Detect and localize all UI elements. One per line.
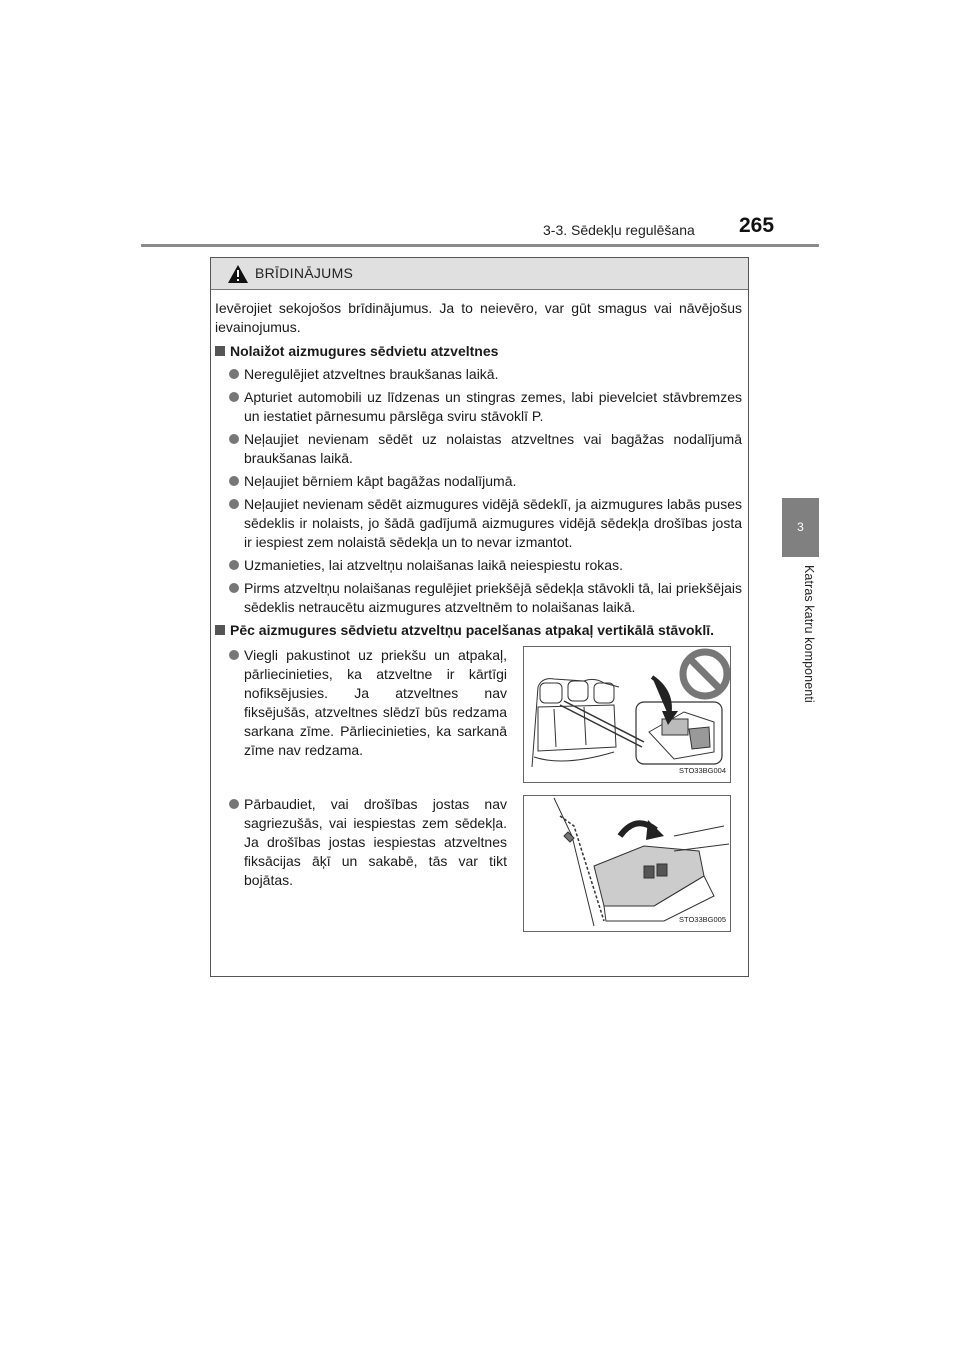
list-item: Viegli pakustinot uz priekšu un atpakaļ, pārliecinieties, ka atzveltne ir kārtīgi nofiksējusies. Ja atzveltnes nav fiksējušās, atzveltnes slēdzī būs redzama sarkana zīme. Pārliecinieties, ka sarkanā zīme nav redzama. (229, 646, 507, 760)
warning-triangle-icon (227, 264, 249, 289)
page-number: 265 (739, 214, 775, 237)
list-item: Pārbaudiet, vai drošības jostas nav sagriezušās, vai iespiestas zem sēdekļa. Ja drošības jostas iespiestas atzveltnes fiksācijas āķī un sakabē, tās var tikt bojātas. (229, 795, 507, 890)
figure-row (215, 646, 742, 783)
list-item: Uzmanieties, lai atzveltņu nolaišanas laikā neiespiestu rokas. (229, 556, 742, 575)
arrow-icon (646, 820, 664, 840)
list-item: Pirms atzveltņu nolaišanas regulējiet priekšējā sēdekļa stāvokli tā, lai priekšējais sēdeklis netraucētu aizmugures atzveltnēm to nolaišanas laikā. (229, 579, 742, 617)
belt-latch-illustration (523, 795, 731, 932)
warning-intro: Ievērojiet sekojošos brīdinājumus. Ja to neievēro, var gūt smagus vai nāvējošus ievainojumus. (215, 300, 742, 335)
round-bullet-icon (229, 499, 239, 509)
figure-code: STO33BG005 (679, 915, 726, 924)
section-heading: Pēc aizmugures sēdvietu atzveltņu pacelšanas atpakaļ vertikālā stāvoklī. (215, 621, 742, 640)
list-item: Neļaujiet bērniem kāpt bagāžas nodalījumā. (229, 472, 742, 491)
round-bullet-icon (229, 392, 239, 402)
warning-content (211, 299, 748, 932)
round-bullet-icon (229, 560, 239, 570)
round-bullet-icon (229, 369, 239, 379)
round-bullet-icon (229, 650, 239, 660)
square-bullet-icon (215, 346, 225, 356)
warning-header (211, 258, 748, 290)
header-divider (141, 244, 819, 247)
round-bullet-icon (229, 476, 239, 486)
warning-title: BRĪDINĀJUMS (255, 265, 354, 281)
section-title: 3-3. Sēdekļu regulēšana (543, 222, 695, 238)
chapter-tab: 3 (782, 498, 819, 557)
round-bullet-icon (229, 583, 239, 593)
figure-row (215, 795, 742, 932)
section-heading: Nolaižot aizmugures sēdvietu atzveltnes (215, 342, 742, 361)
round-bullet-icon (229, 434, 239, 444)
warning-box (210, 257, 749, 977)
square-bullet-icon (215, 625, 225, 635)
seat-lock-illustration (523, 646, 731, 783)
list-item: Neļaujiet nevienam sēdēt uz nolaistas atzveltnes vai bagāžas nodalījumā braukšanas laikā. (229, 430, 742, 468)
round-bullet-icon (229, 799, 239, 809)
list-item: Apturiet automobili uz līdzenas un stingras zemes, labi pievelciet stāvbremzes un iestatiet pārnesumu pārslēga sviru stāvoklī P. (229, 388, 742, 426)
list-item: Neregulējiet atzveltnes braukšanas laikā. (229, 365, 742, 384)
list-item: Neļaujiet nevienam sēdēt aizmugures vidējā sēdeklī, ja aizmugures labās puses sēdeklis ir nolaists, jo šādā gadījumā aizmugures vidējā sēdekļa drošības josta ir iespiest zem nolaistā sēdekļa un to nevar izmantot. (229, 495, 742, 552)
chapter-label: Katras katru komponenti (802, 565, 816, 703)
figure-code: STO33BG004 (679, 766, 726, 775)
